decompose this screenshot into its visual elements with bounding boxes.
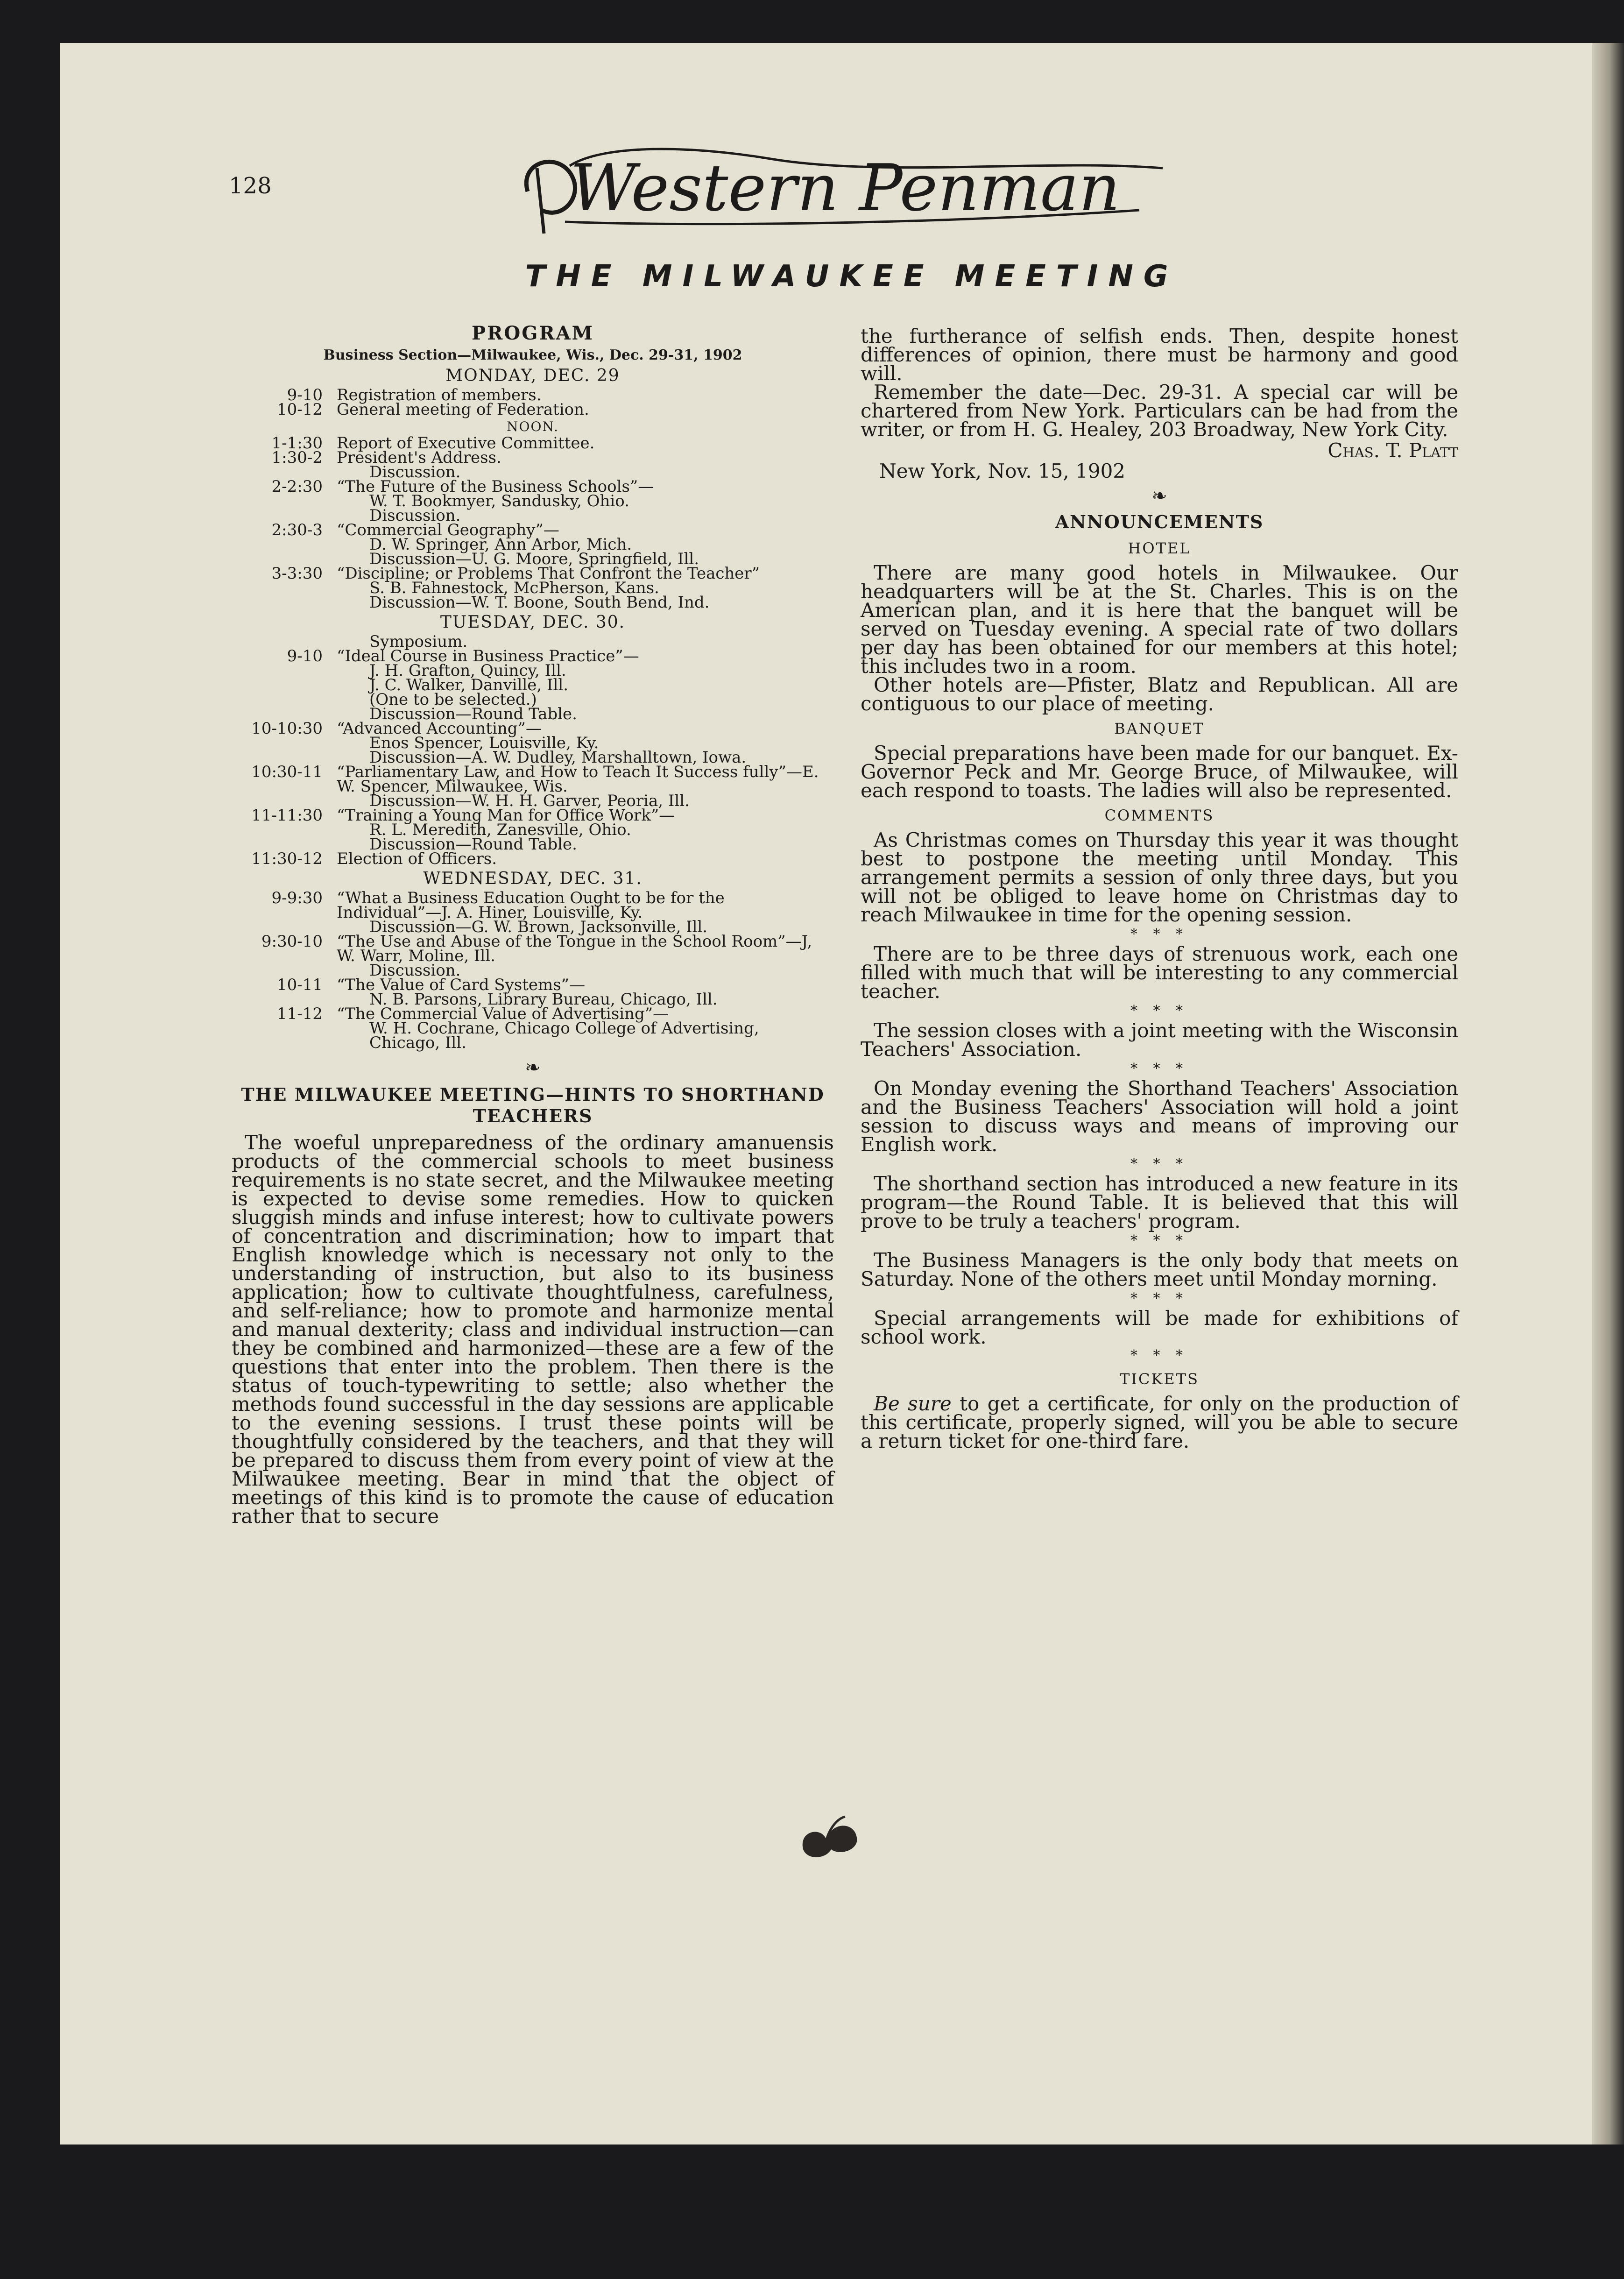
fleuron-icon: ❧ bbox=[1151, 485, 1167, 507]
program-time: 9-10 bbox=[287, 647, 323, 665]
tickets-label: TICKETS bbox=[1120, 1370, 1199, 1388]
program-item: “Advanced Accounting”— bbox=[337, 719, 542, 738]
remember-paragraph: Remember the date—Dec. 29-31. A special car will be chartered from New York. Particulars can be had from the writer, or from H. G. Healey, 203 Broadway, New York City. bbox=[861, 381, 1458, 441]
program-item: R. L. Meredith, Zanesville, Ohio. bbox=[369, 821, 631, 839]
tickets-paragraph bbox=[861, 1394, 1458, 1451]
program-item: Report of Executive Committee. bbox=[337, 434, 595, 453]
masthead-logo bbox=[509, 140, 1181, 248]
program-item: Discussion—A. W. Dudley, Marshalltown, Iowa. bbox=[369, 748, 747, 767]
program-time: 2:30-3 bbox=[271, 521, 323, 539]
program-item: “What a Business Education Ought to be for the Individual”—J. A. Hiner, Louisville, Ky. bbox=[337, 889, 725, 922]
closing-leaf-icon bbox=[794, 1812, 868, 1863]
hotel-label: HOTEL bbox=[1128, 539, 1191, 557]
comment-paragraph: As Christmas comes on Thursday this year it was thought best to postpone the meeting until Monday. This arrangement permits a session of only three days, but you will not be obliged to leave home on Christmas day to reach Milwaukee in time for the opening session. bbox=[861, 828, 1458, 926]
program-time: 3-3:30 bbox=[271, 564, 323, 583]
fleuron-icon: ❧ bbox=[525, 1057, 541, 1078]
hints-body bbox=[232, 1133, 834, 1526]
program-item: “The Use and Abuse of the Tongue in the School Room”—J, W. Warr, Moline, Ill. bbox=[337, 932, 812, 965]
program-item: Registration of members. bbox=[337, 386, 542, 404]
program-item: J. C. Walker, Danville, Ill. bbox=[369, 676, 568, 694]
program-item: “The Value of Card Systems”— bbox=[337, 976, 586, 994]
program-time: 11-12 bbox=[276, 1005, 323, 1023]
left-column bbox=[232, 322, 834, 1526]
program-row bbox=[232, 891, 834, 920]
program-time bbox=[232, 693, 337, 707]
separator-stars: * * * bbox=[1130, 1061, 1189, 1077]
program-item: S. B. Fahnestock, McPherson, Kans. bbox=[369, 579, 659, 597]
program-item: Enos Spencer, Louisville, Ky. bbox=[369, 734, 599, 752]
program-row bbox=[232, 934, 834, 963]
program-time: 11:30-12 bbox=[251, 849, 323, 868]
program-row bbox=[232, 448, 834, 467]
program-item: Discussion. bbox=[369, 463, 461, 481]
program-time: 10:30-11 bbox=[251, 763, 323, 781]
separator-stars: * * * bbox=[1130, 1003, 1189, 1019]
program-item: Discussion—W. T. Boone, South Bend, Ind. bbox=[369, 593, 710, 612]
program-day-label: TUESDAY, DEC. 30. bbox=[440, 613, 626, 632]
program-item: “Discipline; or Problems That Confront the Teacher” bbox=[337, 564, 760, 583]
comment-paragraph: On Monday evening the Shorthand Teachers' Association and the Business Teachers' Association will hold a joint session to discuss ways and means of improving our English work. bbox=[861, 1077, 1458, 1156]
program-time bbox=[232, 664, 337, 678]
tickets-lead: Be sure bbox=[874, 1392, 952, 1415]
closing-ornament-icon bbox=[789, 2232, 864, 2279]
program-row bbox=[232, 849, 834, 868]
program-item: Discussion—W. H. H. Garver, Peoria, Ill. bbox=[369, 792, 690, 810]
comment-paragraph: The session closes with a joint meeting with the Wisconsin Teachers' Association. bbox=[861, 1019, 1458, 1061]
program-item: Discussion—Round Table. bbox=[369, 835, 577, 854]
program-time: 1-1:30 bbox=[271, 434, 323, 453]
program-item: J. H. Grafton, Quincy, Ill. bbox=[369, 661, 566, 680]
program-day-label: MONDAY, DEC. 29 bbox=[445, 366, 620, 385]
program-heading: PROGRAM bbox=[472, 322, 594, 344]
hints-paragraph: The woeful unpreparedness of the ordinary amanuensis products of the commercial schools to meet business requirements is no state secret, and the Milwaukee meeting is expected to devise some remedies. How to quicken sluggish minds and infuse interest; how to cultivate powers of concentration and discrimination; how to impart that English knowledge which is necessary not only to the understanding of instruction, but also to its business application; how to cultivate thoughtfulness, carefulness, and self-reliance; how to promote and harmonize mental and manual dexterity; class and individual instruction—can they be combined and harmonized—these are a few of the questions that enter into the problem. Then there is the status of touch-typewriting to settle; also whether the methods found successful in the day sessions are applicable to the evening sessions. I trust these points will be thoughtfully considered by the teachers, and that they will be prepared to discuss them from every point of view at the Milwaukee meeting. Bear in mind that the object of meetings of this kind is to promote the cause of education rather that to secure bbox=[232, 1131, 834, 1528]
program-item: “The Future of the Business Schools”— bbox=[337, 477, 654, 496]
program-item: (One to be selected.) bbox=[369, 690, 537, 709]
comments-list bbox=[861, 828, 1458, 1348]
program-time: 1:30-2 bbox=[271, 448, 323, 467]
hints-heading: THE MILWAUKEE MEETING—HINTS TO SHORTHAND TEACHERS bbox=[241, 1084, 825, 1126]
comment-paragraph: Special arrangements will be made for exhibitions of school work. bbox=[861, 1307, 1458, 1348]
separator-stars: * * * bbox=[1130, 1347, 1189, 1364]
program-time: 10-10:30 bbox=[251, 719, 323, 738]
page-edge bbox=[1592, 43, 1624, 2145]
program-item: D. W. Springer, Ann Arbor, Mich. bbox=[369, 535, 632, 554]
continued-paragraph: the furtherance of selfish ends. Then, despite honest differences of opinion, there must be harmony and good will. bbox=[861, 325, 1458, 385]
program-day-label: WEDNESDAY, DEC. 31. bbox=[423, 869, 643, 888]
separator-stars: * * * bbox=[1130, 1156, 1189, 1172]
program-schedule bbox=[232, 366, 834, 1050]
program-item: Discussion—U. G. Moore, Springfield, Ill. bbox=[369, 550, 699, 568]
hotel-paragraph-2: Other hotels are—Pfister, Blatz and Republican. All are contiguous to our place of meeting. bbox=[861, 673, 1458, 715]
program-item: Symposium. bbox=[369, 632, 468, 651]
comment-paragraph: The shorthand section has introduced a new feature in its program—the Round Table. It is believed that this will prove to be truly a teachers' program. bbox=[861, 1172, 1458, 1232]
signature: Chas. T. Platt bbox=[1327, 439, 1458, 462]
program-item: President's Address. bbox=[337, 448, 501, 467]
program-item: “Ideal Course in Business Practice”— bbox=[337, 647, 639, 665]
program-item: Election of Officers. bbox=[337, 849, 497, 868]
program-item: Discussion. bbox=[369, 961, 461, 980]
program-item: “Training a Young Man for Office Work”— bbox=[337, 806, 675, 825]
comments-label: COMMENTS bbox=[1104, 807, 1214, 824]
announcements-heading: ANNOUNCEMENTS bbox=[1055, 511, 1264, 532]
program-item: N. B. Parsons, Library Bureau, Chicago, Ill. bbox=[369, 990, 718, 1009]
program-time bbox=[232, 581, 337, 595]
program-subheading: Business Section—Milwaukee, Wis., Dec. 29-31, 1902 bbox=[323, 347, 742, 363]
program-row bbox=[232, 1021, 834, 1050]
program-time bbox=[232, 595, 337, 610]
program-time bbox=[232, 678, 337, 693]
program-item: “Commercial Geography”— bbox=[337, 521, 559, 539]
banquet-paragraph: Special preparations have been made for our banquet. Ex-Governor Peck and Mr. George Bruce, of Milwaukee, will each respond to toasts. The ladies will also be represented. bbox=[861, 742, 1458, 802]
program-item: W. H. Cochrane, Chicago College of Advertising, Chicago, Ill. bbox=[369, 1019, 759, 1052]
program-time: 10-12 bbox=[276, 400, 323, 419]
program-row bbox=[232, 595, 834, 610]
tickets-rest: to get a certificate, for only on the production of this certificate, properly signed, will you be able to secure a return ticket for one-third fare. bbox=[861, 1392, 1459, 1452]
program-time: 2-2:30 bbox=[271, 477, 323, 496]
program-time: 9:30-10 bbox=[261, 932, 323, 951]
separator-stars: * * * bbox=[1130, 1290, 1189, 1307]
program-item: Discussion—Round Table. bbox=[369, 705, 577, 723]
program-time: 9-9:30 bbox=[271, 889, 323, 907]
comment-paragraph: The Business Managers is the only body that meets on Saturday. None of the others meet until Monday morning. bbox=[861, 1249, 1458, 1290]
comment-paragraph: There are to be three days of strenuous work, each one filled with much that will be interesting to any commercial teacher. bbox=[861, 942, 1458, 1003]
program-row bbox=[232, 494, 834, 509]
masthead-text: Western Penman bbox=[570, 150, 1121, 226]
program-row bbox=[232, 400, 834, 419]
separator-stars: * * * bbox=[1130, 1232, 1189, 1249]
program-time bbox=[232, 1021, 337, 1050]
program-time bbox=[232, 494, 337, 509]
separator-stars: * * * bbox=[1130, 926, 1189, 942]
program-row bbox=[232, 765, 834, 794]
program-item: Discussion—G. W. Brown, Jacksonville, Ill. bbox=[369, 918, 708, 936]
hotel-paragraph-1: There are many good hotels in Milwaukee. Our headquarters will be at the St. Charles. This is on the American plan, and it is here that the banquet will be served on Tuesday evening. A special rate of two dollars per day has been obtained for our members at this hotel; this includes two in a room. bbox=[861, 561, 1458, 678]
program-item: “Parliamentary Law, and How to Teach It Success fully”—E. W. Spencer, Milwaukee, Wis. bbox=[337, 763, 819, 796]
program-item: “The Commercial Value of Advertising”— bbox=[337, 1005, 669, 1023]
program-time: 9-10 bbox=[287, 386, 323, 404]
program-time: 10-11 bbox=[276, 976, 323, 994]
banquet-label: BANQUET bbox=[1114, 720, 1205, 737]
program-item: W. T. Bookmyer, Sandusky, Ohio. bbox=[369, 492, 629, 510]
program-time: 11-11:30 bbox=[251, 806, 323, 825]
program-time bbox=[232, 538, 337, 552]
program-time bbox=[232, 823, 337, 837]
right-column bbox=[861, 327, 1458, 1451]
program-time bbox=[232, 736, 337, 750]
page-number: 128 bbox=[229, 173, 272, 199]
program-item: Discussion. bbox=[369, 506, 461, 525]
program-item: General meeting of Federation. bbox=[337, 400, 589, 419]
program-noon: NOON. bbox=[506, 419, 559, 434]
dateline: New York, Nov. 15, 1902 bbox=[879, 460, 1126, 482]
article-title: THE MILWAUKEE MEETING bbox=[525, 259, 1179, 294]
